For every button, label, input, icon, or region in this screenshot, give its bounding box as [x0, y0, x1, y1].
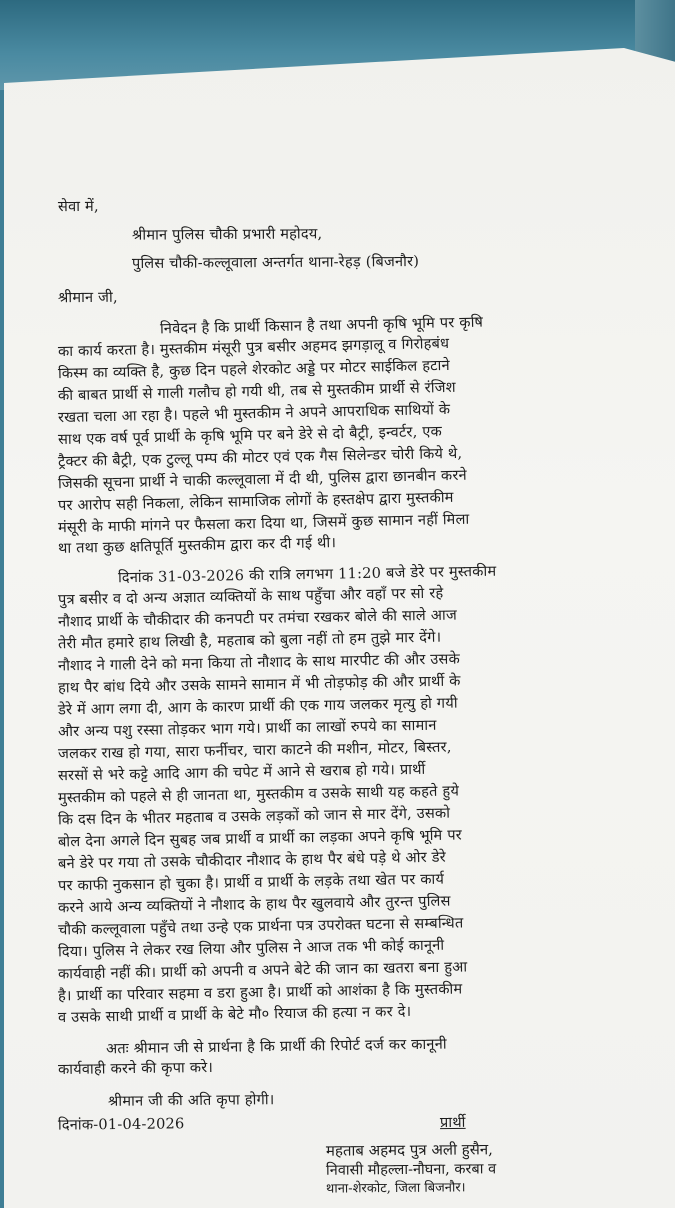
para3-line: कार्यवाही करने की कृपा करे।	[57, 1058, 214, 1079]
para1-line: मंसूरी के माफी मांगने पर फैसला करा दिया था, जिसमें कुछ सामान नहीं मिला	[57, 510, 470, 537]
para2-line: कि दस दिन के भीतर महताब व उसके लड़कों को जान से मार देंगे, उसको	[57, 804, 451, 829]
para2-line: डेरे में आग लगा दी, आग के कारण प्रार्थी की एक गाय जलकर मृत्यु हो गयी	[57, 694, 458, 719]
applicant-label: प्रार्थी	[439, 1113, 466, 1132]
para1-line: रखता चला आ रहा है। पहले भी मुस्तकीम ने अपने आपराधिक साथियों के	[57, 400, 451, 427]
para2-line: करने आये अन्य व्यक्तियों ने नौशाद के हाथ पैर खुलवाये और तुरन्त पुलिस	[57, 892, 451, 917]
greeting: श्रीमान जी,	[57, 288, 118, 307]
para1-line: पर आरोप सही निकला, लेकिन सामाजिक लोगों के हस्तक्षेप द्वारा मुस्तकीम	[57, 488, 454, 515]
para1-line: था तथा कुछ क्षतिपूर्ति मुस्तकीम द्वारा कर दी गई थी।	[57, 534, 337, 557]
para2-line: तेरी मौत हमारे हाथ लिखी है, महताब को बुला नहीं तो हम तुझे मार देंगे।	[57, 628, 442, 653]
signature-line: महताब अहमद पुत्र अली हुसैन,	[325, 1140, 493, 1160]
para2-line: दिया। पुलिस ने लेकर रख लिया और पुलिस ने आज तक भी कोई कानूनी	[57, 936, 445, 961]
para2-line: नौशाद ने गाली देने को मना किया तो नौशाद के साथ मारपीट की और उसके	[57, 650, 461, 675]
para2-line: चौकी कल्लूवाला पहुँचे तथा उन्हे एक प्रार्थना पत्र उपरोक्त घटना से सम्बन्धित	[57, 914, 464, 939]
para2-line: जलकर राख हो गया, सारा फर्नीचर, चारा काटने की मशीन, मोटर, बिस्तर,	[57, 738, 452, 763]
para3-line: अतः श्रीमान जी से प्रार्थना है कि प्रार्थी की रिपोर्ट दर्ज कर कानूनी	[105, 1035, 447, 1058]
salutation-to: सेवा में,	[57, 197, 99, 216]
para1-line: साथ एक वर्ष पूर्व प्रार्थी के कृषि भूमि पर बने डेरे से दो बैट्री, इन्वर्टर, एक	[57, 422, 443, 449]
para2-line: कार्यवाही नहीं की। प्रार्थी को अपनी व अपने बेटे की जान का खतरा बना हुआ	[57, 958, 468, 983]
closing: श्रीमान जी की अति कृपा होगी।	[107, 1091, 275, 1110]
para1-line: किस्म का व्यक्ति है, कुछ दिन पहले शेरकोट अड्डे पर मोटर साईकिल हटाने	[57, 356, 450, 383]
para2-line: दिनांक 31-03-2026 की रात्रि लगभग 11:20 बजे डेरे पर मुस्तकीम	[117, 562, 497, 587]
para1-line: ट्रैक्टर की बैट्री, एक टुल्लू पम्प की मोटर एवं एक गैस सिलेन्डर चोरी किये थे,	[57, 444, 463, 471]
para2-line: व उसके साथी प्रार्थी व प्रार्थी के बेटे मौ० रियाज की हत्या न कर दे।	[57, 1002, 412, 1027]
para2-line: है। प्रार्थी का परिवार सहमा व डरा हुआ है। प्रार्थी को आशंका है कि मुस्तकीम	[57, 980, 463, 1005]
para2-line: हाथ पैर बांध दिये और उसके सामने सामान में भी तोड़फोड़ की और प्रार्थी के	[57, 672, 461, 697]
addressee-line-2: पुलिस चौकी-कल्लूवाला अन्तर्गत थाना-रेहड़ (बिजनौर)	[131, 252, 420, 273]
para2-line: पर काफी नुकसान हो चुका है। प्रार्थी व प्रार्थी के लड़के तथा खेत पर कार्य	[57, 870, 445, 895]
para1-line: जिसकी सूचना प्रार्थी ने चाकी कल्लूवाला में दी थी, पुलिस द्वारा छानबीन करने	[57, 466, 467, 493]
date: दिनांक-01-04-2026	[57, 1115, 185, 1134]
para2-line: पुत्र बसीर व दो अन्य अज्ञात व्यक्तियों के साथ पहुँचा और वहाँ पर सो रहे	[57, 584, 444, 609]
signature-line: निवासी मौहल्ला-नौघना, करबा व	[325, 1161, 497, 1179]
para2-line: बोल देना अगले दिन सुबह जब प्रार्थी व प्रार्थी का लड़का अपने कृषि भूमि पर	[57, 826, 463, 851]
para2-line: सरसों से भरे कट्टे आदि आग की चपेट में आने से खराब हो गये। प्रार्थी	[57, 760, 426, 785]
para2-line: नौशाद प्रार्थी के चौकीदार की कनपटी पर तमंचा रखकर बोले की साले आज	[57, 606, 458, 631]
para2-line: और अन्य पशु रस्सा तोड़कर भाग गये। प्रार्थी का लाखों रुपये का सामान	[57, 716, 437, 741]
para1-line: का कार्य करता है। मुस्तकीम मंसूरी पुत्र बसीर अहमद झगड़ालू व गिरोहबंध	[57, 334, 450, 361]
signature-line: थाना-शेरकोट, जिला बिजनौर।	[325, 1180, 466, 1197]
para1-line: निवेदन है कि प्रार्थी किसान है तथा अपनी कृषि भूमि पर कृषि	[159, 313, 484, 338]
para1-line: की बाबत प्रार्थी से गाली गलौच हो गयी थी, तब से मुस्तकीम प्रार्थी से रंजिश	[57, 378, 456, 405]
para2-line: बने डेरे पर गया तो उसके चौकीदार नौशाद के हाथ पैर बंधे पड़े थे ओर डेरे	[57, 848, 446, 873]
addressee-line-1: श्रीमान पुलिस चौकी प्रभारी महोदय,	[131, 225, 323, 244]
para2-line: मुस्तकीम को पहले से ही जानता था, मुस्तकीम व उसके साथी यह कहते हुये	[57, 782, 460, 807]
